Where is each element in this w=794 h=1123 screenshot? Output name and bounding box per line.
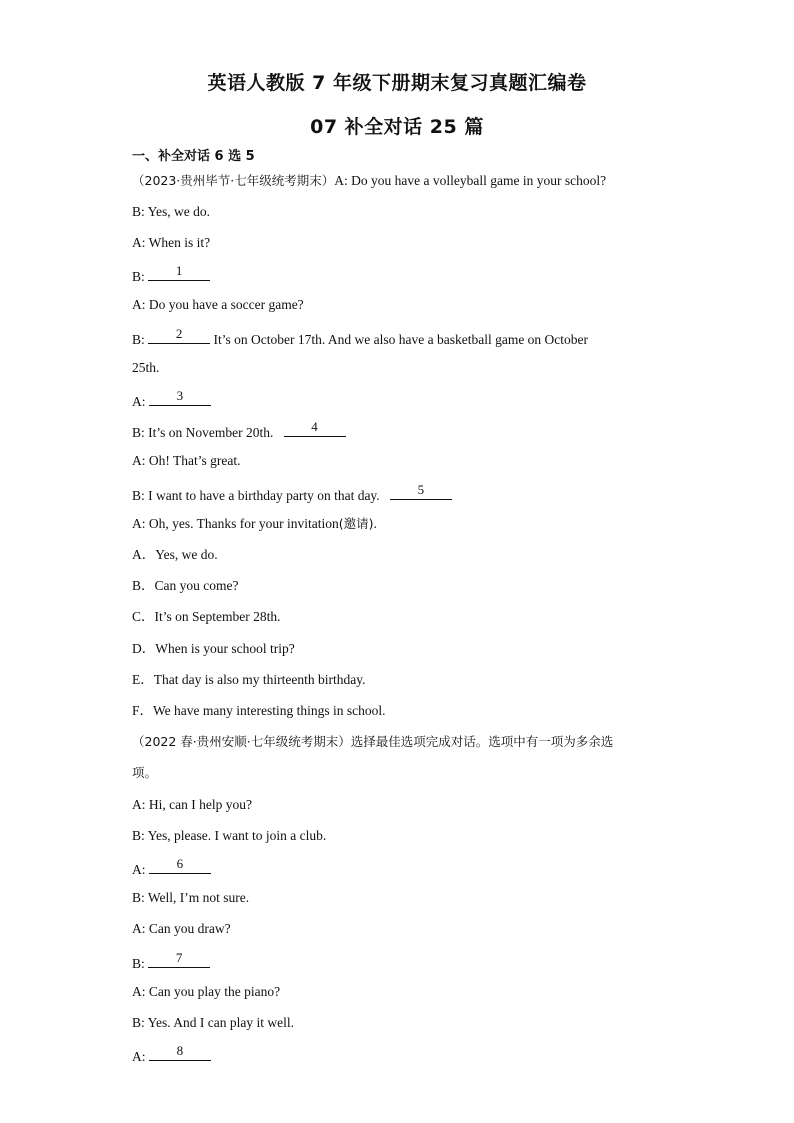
dialog-line: A: Can you play the piano? [132,984,281,999]
passage2-intro: （2022 春·贵州安顺·七年级统考期末）选择最佳选项完成对话。选项中有一项为多余选 [132,734,614,749]
passage1-first-line [132,172,606,190]
answer-blank[interactable]: 4 [284,421,346,437]
page-subtitle: 07 补全对话 25 篇 [310,116,484,138]
dialog-line: A: Do you have a volleyball game in your school? [334,173,607,188]
answer-blank[interactable]: 3 [149,390,211,406]
option-item: E．That day is also my thirteenth birthday. [132,672,366,687]
source-note: （2023·贵州毕节·七年级统考期末） [132,173,335,188]
dialog-line: 25th. [132,360,160,375]
dialog-line: A: 8 [132,1045,211,1066]
answer-blank[interactable]: 5 [390,484,452,500]
dialog-line: A: 3 [132,390,211,411]
option-item: C．It’s on September 28th. [132,609,281,624]
dialog-line: A: Oh, yes. Thanks for your invitation(邀请). [132,516,377,531]
section-heading: 一、补全对话 6 选 5 [132,149,255,164]
dialog-line: B: It’s on November 20th. 4 [132,421,346,442]
answer-blank[interactable]: 7 [148,952,210,968]
dialog-line: B: Well, I’m not sure. [132,890,250,905]
passage2-intro-cont: 项。 [132,765,158,780]
dialog-line: A: 6 [132,858,211,879]
dialog-line: A: Oh! That’s great. [132,453,241,468]
dialog-line: B: 7 [132,952,210,973]
dialog-line: A: When is it? [132,235,211,250]
page-title: 英语人教版 7 年级下册期末复习真题汇编卷 [207,72,587,94]
dialog-line: B: 2 It’s on October 17th. And we also have a basketball game on October [132,326,589,347]
option-item: F．We have many interesting things in school. [132,703,386,718]
answer-blank[interactable]: 6 [149,858,211,874]
option-item: B．Can you come? [132,578,239,593]
dialog-line: A: Can you draw? [132,921,231,936]
answer-blank[interactable]: 2 [148,328,210,344]
option-item: A．Yes, we do. [132,547,218,562]
dialog-line: B: Yes, we do. [132,204,211,219]
option-item: D．When is your school trip? [132,641,295,656]
answer-blank[interactable]: 1 [148,265,210,281]
answer-blank[interactable]: 8 [149,1045,211,1061]
dialog-line: B: 1 [132,265,210,286]
dialog-line: B: Yes. And I can play it well. [132,1015,294,1030]
dialog-line: B: Yes, please. I want to join a club. [132,828,327,843]
dialog-line: A: Do you have a soccer game? [132,297,304,312]
dialog-line: A: Hi, can I help you? [132,797,252,812]
dialog-line: B: I want to have a birthday party on that day. 5 [132,484,452,505]
